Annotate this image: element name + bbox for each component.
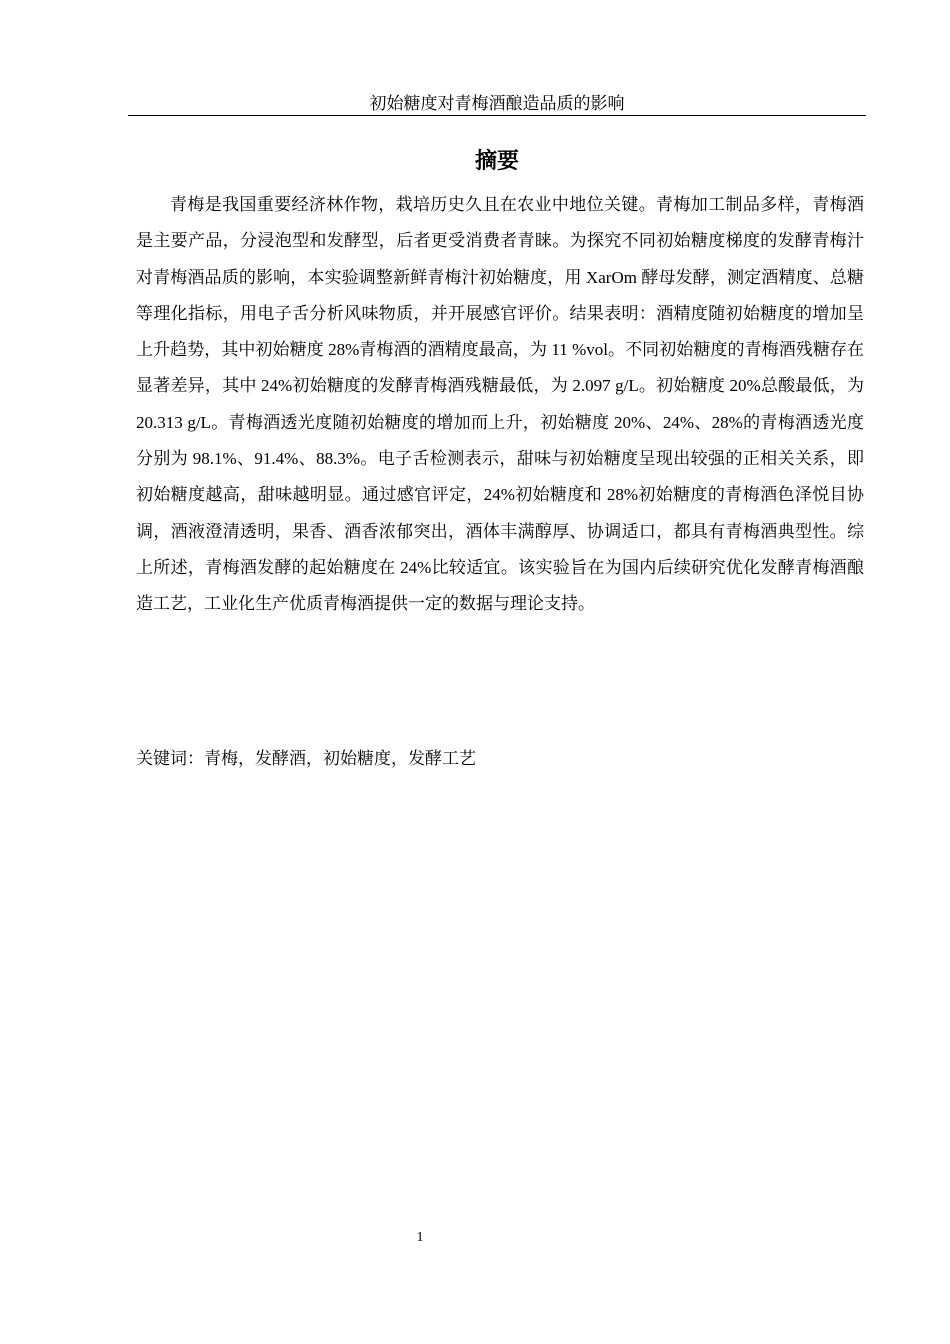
- page-number: 1: [416, 1230, 424, 1245]
- keywords-line: 关键词：青梅，发酵酒，初始糖度，发酵工艺: [136, 749, 476, 768]
- header-rule: [128, 115, 866, 116]
- abstract-body: 青梅是我国重要经济林作物，栽培历史久且在农业中地位关键。青梅加工制品多样，青梅酒是主要产品，分浸泡型和发酵型，后者更受消费者青睐。为探究不同初始糖度梯度的发酵青梅汁对青梅酒品质的影响，本实验调整新鲜青梅汁初始糖度，用 XarOm 酵母发酵，测定酒精度、总糖等理化指标，用电子舌分析风味物质，并开展感官评价。结果表明：酒精度随初始糖度的增加呈上升趋势，其中初始糖度 28%青梅酒的酒精度最高，为 11 %vol。不同初始糖度的青梅酒残糖存在显著差异，其中 24%初始糖度的发酵青梅酒残糖最低，为 2.097 g/L。初始糖度 20%总酸最低，为 20.313 g/L。青梅酒透光度随初始糖度的增加而上升，初始糖度 20%、24%、28%的青梅酒透光度分别为 98.1%、91.4%、88.3%。电子舌检测表示，甜味与初始糖度呈现出较强的正相关关系，即初始糖度越高，甜味越明显。通过感官评定，24%初始糖度和 28%初始糖度的青梅酒色泽悦目协调，酒液澄清透明，果香、酒香浓郁突出，酒体丰满醇厚、协调适口，都具有青梅酒典型性。综上所述，青梅酒发酵的起始糖度在 24%比较适宜。该实验旨在为国内后续研究优化发酵青梅酒酿造工艺，工业化生产优质青梅酒提供一定的数据与理论支持。: [136, 195, 864, 614]
- abstract-heading: 摘要: [474, 149, 519, 174]
- running-header: 初始糖度对青梅酒酿造品质的影响: [369, 94, 625, 113]
